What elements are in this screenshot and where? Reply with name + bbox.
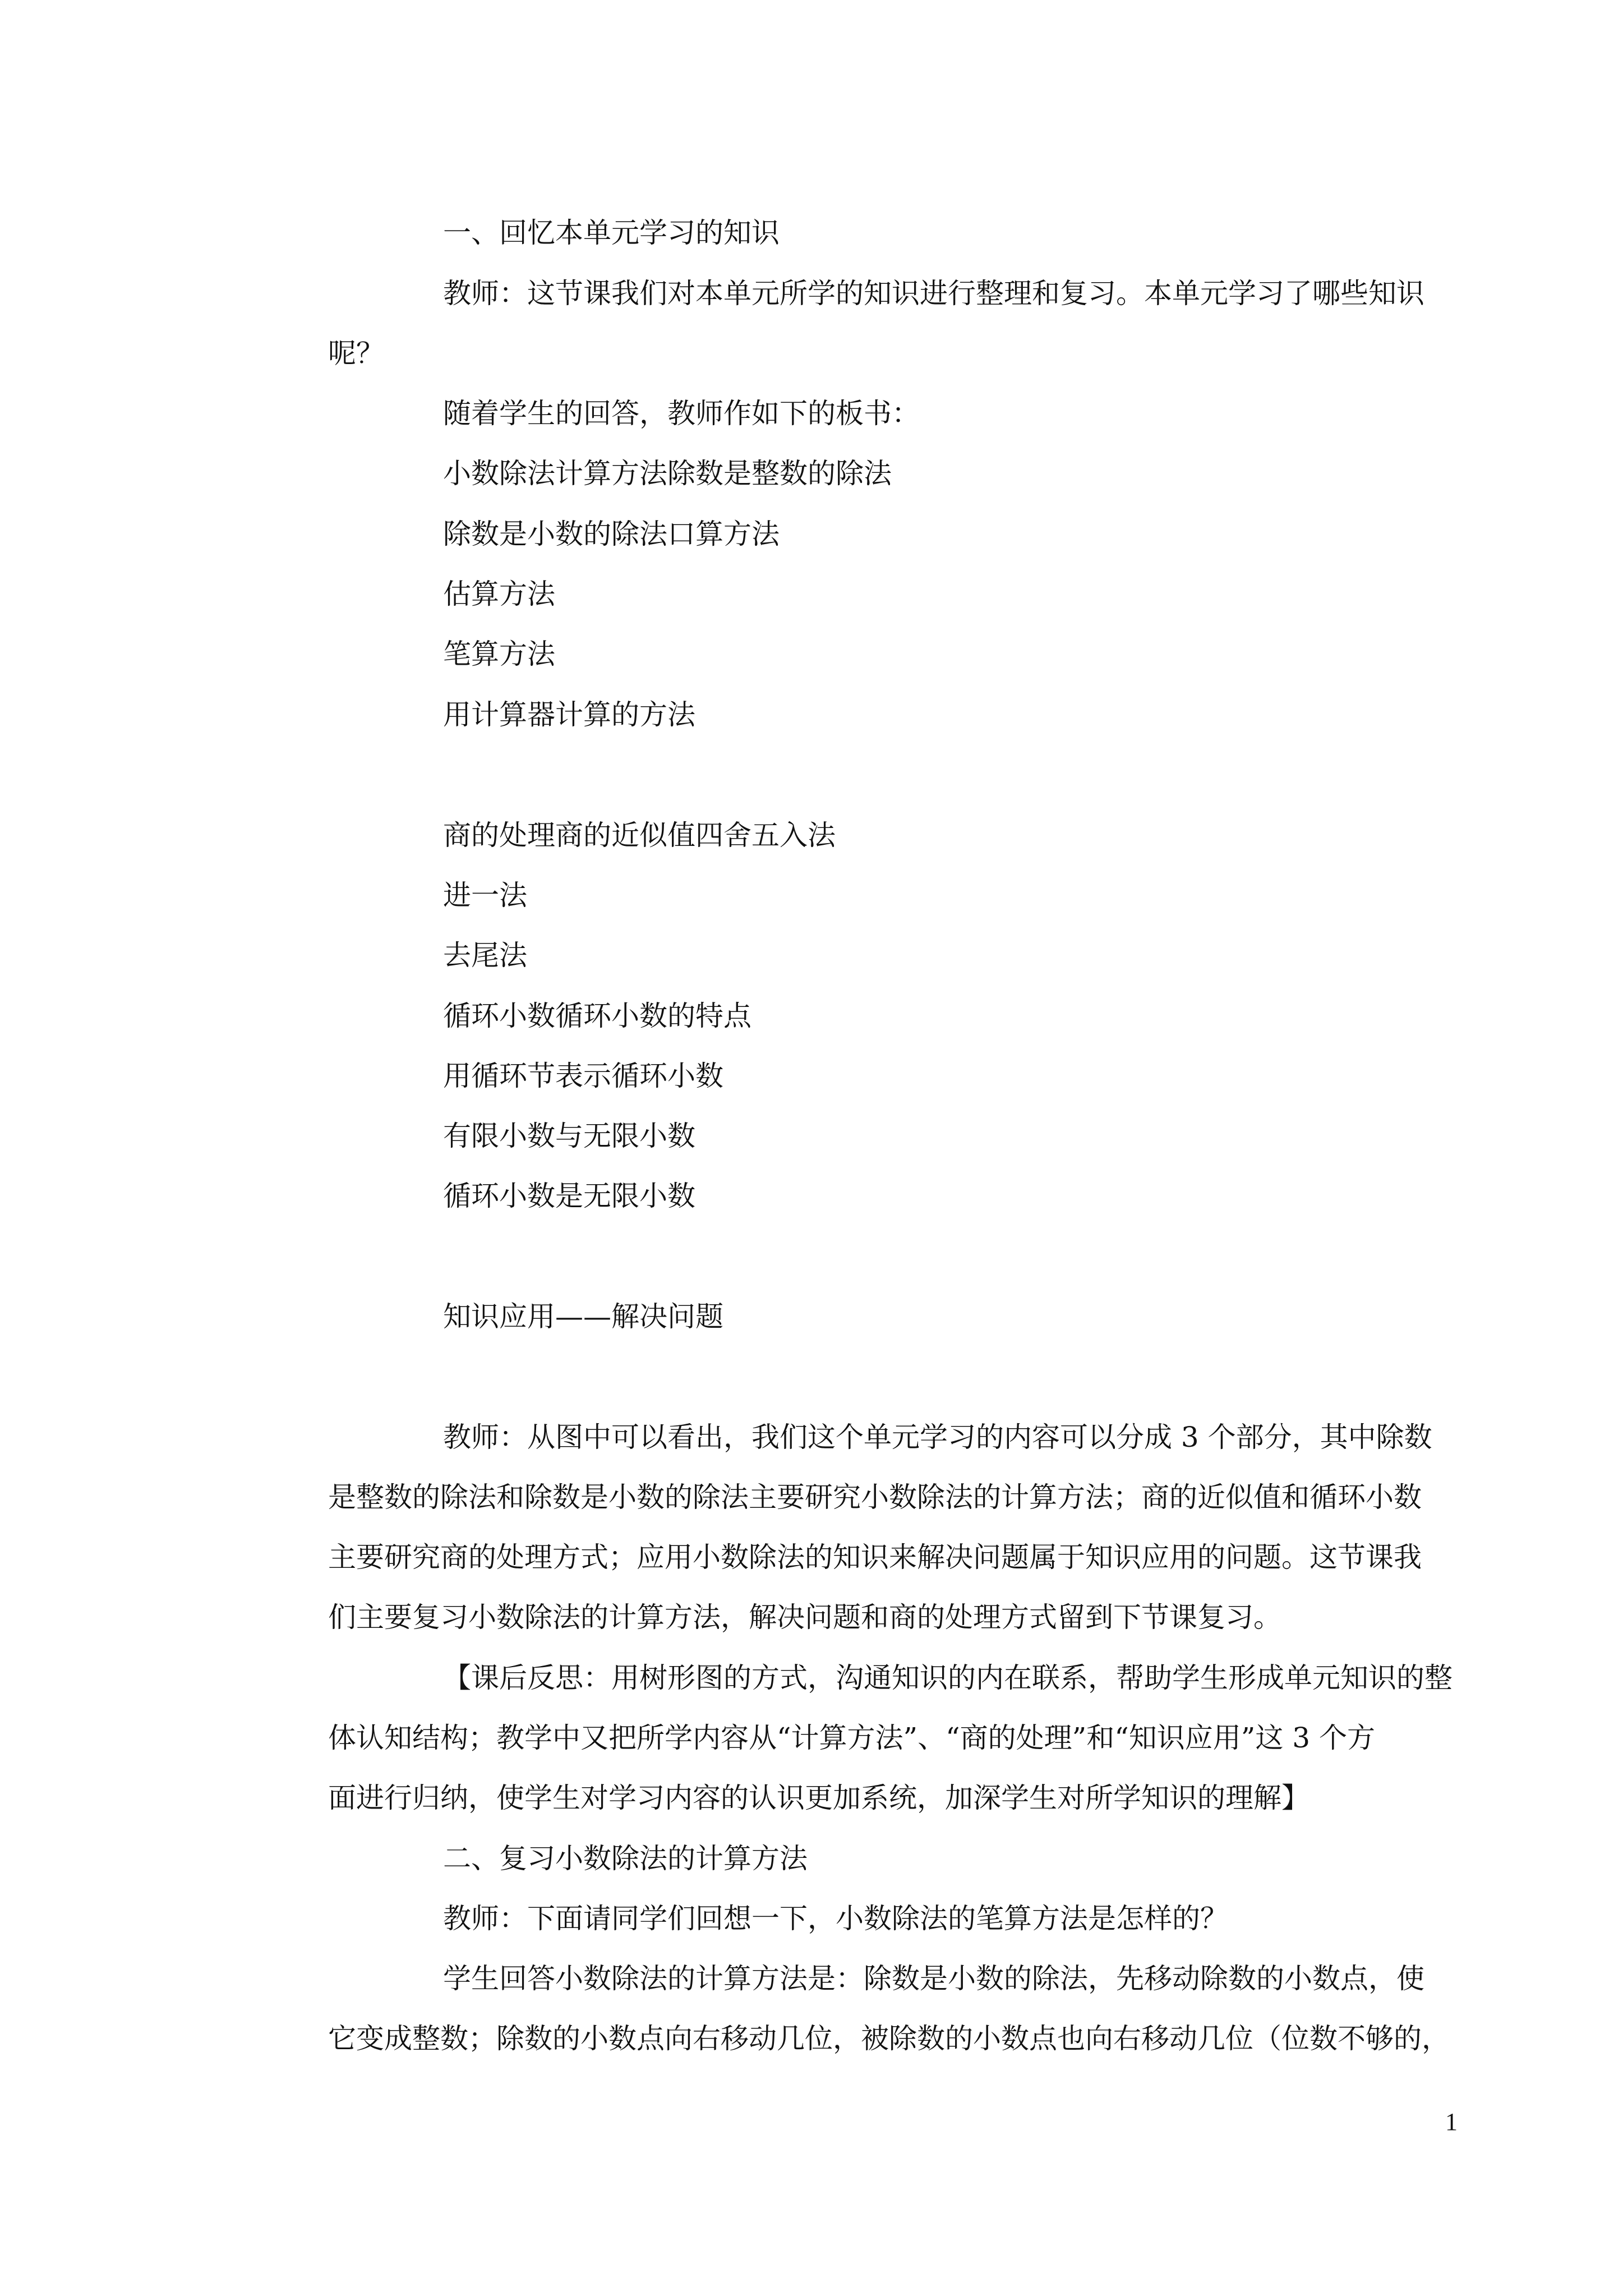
board-line: 知识应用——解决问题 (443, 1300, 723, 1333)
paragraph-line: 教师：下面请同学们回想一下，小数除法的笔算方法是怎样的？ (443, 1902, 1228, 1935)
paragraph-line: 学生回答小数除法的计算方法是：除数是小数的除法，先移动除数的小数点，使 (443, 1962, 1424, 1995)
board-line: 进一法 (443, 879, 527, 912)
board-line: 估算方法 (443, 578, 555, 610)
paragraph-line: 是整数的除法和除数是小数的除法主要研究小数除法的计算方法；商的近似值和循环小数 (328, 1481, 1422, 1513)
board-line: 用循环节表示循环小数 (443, 1060, 723, 1092)
paragraph-line: 它变成整数；除数的小数点向右移动几位，被除数的小数点也向右移动几位（位数不够的， (328, 2022, 1450, 2055)
board-line: 有限小数与无限小数 (443, 1120, 695, 1152)
board-line: 去尾法 (443, 939, 527, 972)
paragraph-line: 主要研究商的处理方式；应用小数除法的知识来解决问题属于知识应用的问题。这节课我 (328, 1541, 1422, 1573)
reflection-line: 面进行归纳，使学生对学习内容的认识更加系统，加深学生对所学知识的理解】 (328, 1782, 1310, 1814)
paragraph-line: 呢？ (328, 337, 384, 370)
section-heading-review: 一、回忆本单元学习的知识 (443, 217, 780, 249)
board-line: 除数是小数的除法口算方法 (443, 518, 780, 550)
paragraph-line: 随着学生的回答，教师作如下的板书： (443, 397, 920, 430)
paragraph-line: 教师：从图中可以看出，我们这个单元学习的内容可以分成 3 个部分，其中除数 (443, 1421, 1432, 1453)
paragraph-line: 们主要复习小数除法的计算方法，解决问题和商的处理方式留到下节课复习。 (328, 1601, 1281, 1634)
board-line: 商的处理商的近似值四舍五入法 (443, 819, 836, 852)
reflection-line: 体认知结构；教学中又把所学内容从“计算方法”、“商的处理”和“知识应用”这 3 个方 (328, 1722, 1375, 1754)
paragraph-line: 教师：这节课我们对本单元所学的知识进行整理和复习。本单元学习了哪些知识 (443, 277, 1424, 310)
page-number: 1 (1445, 2108, 1458, 2136)
reflection-line: 【课后反思：用树形图的方式，沟通知识的内在联系，帮助学生形成单元知识的整 (443, 1662, 1453, 1694)
board-line: 笔算方法 (443, 638, 555, 670)
board-line: 循环小数循环小数的特点 (443, 1000, 751, 1032)
section-heading-calculation: 二、复习小数除法的计算方法 (443, 1842, 808, 1875)
board-line: 小数除法计算方法除数是整数的除法 (443, 457, 892, 490)
board-line: 用计算器计算的方法 (443, 698, 695, 731)
board-line: 循环小数是无限小数 (443, 1180, 695, 1212)
